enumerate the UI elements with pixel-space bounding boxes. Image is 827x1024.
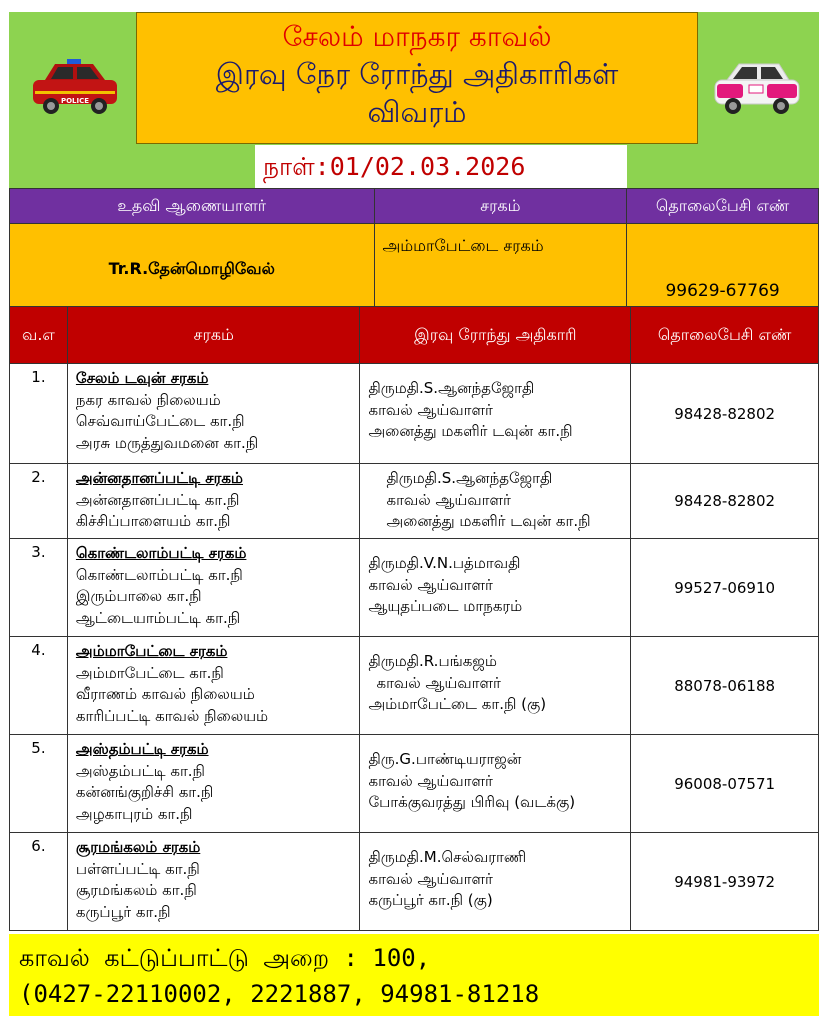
station: கிச்சிப்பாளையம் கா.நி	[75, 512, 231, 530]
row-officer	[360, 539, 631, 637]
row-zone	[67, 464, 360, 539]
col-officer: இரவு ரோந்து அதிகாரி	[360, 307, 631, 364]
station: அம்மாபேட்டை கா.நி	[75, 663, 224, 682]
zone-heading: கொண்டலாம்பட்டி சரகம்	[75, 544, 247, 562]
row-zone	[67, 637, 360, 735]
station: இரும்பாலை கா.நி	[75, 587, 202, 605]
officer-unit: கருப்பூர் கா.நி (கு)	[368, 891, 493, 909]
table-row	[10, 735, 819, 833]
station: செவ்வாய்பேட்டை கா.நி	[75, 412, 245, 430]
station: அழகாபுரம் கா.நி	[75, 804, 193, 823]
row-serial: 3.	[10, 539, 68, 637]
duty-col-phone: தொலைபேசி எண்	[627, 189, 819, 224]
zone-heading: சேலம் டவுன் சரகம்	[75, 369, 209, 387]
officer-name: திருமதி.S.ஆனந்தஜோதி	[386, 469, 553, 487]
officer-unit: அனைத்து மகளிர் டவுன் கா.நி	[368, 422, 573, 440]
table-row	[10, 464, 819, 539]
station: சூரமங்கலம் கா.நி	[75, 881, 197, 899]
row-officer	[360, 735, 631, 833]
duty-zone: அம்மாபேட்டை சரகம்	[374, 224, 627, 316]
row-officer	[360, 364, 631, 464]
row-phone: 88078-06188	[631, 637, 819, 735]
station: வீராணம் காவல் நிலையம்	[75, 685, 255, 703]
row-phone: 98428-82802	[631, 364, 819, 464]
title-box	[136, 12, 698, 144]
row-serial: 4.	[10, 637, 68, 735]
officer-rank: காவல் ஆய்வாளர்	[386, 490, 511, 509]
duty-phone: 99629-67769	[627, 224, 819, 316]
officer-rank: காவல் ஆய்வாளர்	[376, 673, 501, 692]
header-banner	[9, 12, 819, 188]
title-line-3: விவரம்	[367, 95, 467, 129]
table-row	[10, 833, 819, 931]
officer-name: திருமதி.M.செல்வராணி	[368, 848, 527, 866]
officer-unit: அனைத்து மகளிர் டவுன் கா.நி	[386, 512, 591, 530]
zone-heading: அம்மாபேட்டை சரகம்	[75, 642, 228, 660]
row-serial: 6.	[10, 833, 68, 931]
col-serial: வ.எ	[10, 307, 68, 364]
duty-col-officer: உதவி ஆணையாளர்	[10, 189, 375, 224]
control-room-line-2: (0427-22110002, 2221887, 94981-81218	[19, 980, 540, 1008]
table-row	[10, 364, 819, 464]
station: அன்னதானப்பட்டி கா.நி	[75, 490, 240, 509]
title-line-2: இரவு நேர ரோந்து அதிகாரிகள்	[215, 57, 619, 91]
station: நகர காவல் நிலையம்	[75, 390, 221, 409]
officer-unit: அம்மாபேட்டை கா.நி (கு)	[368, 695, 547, 713]
officer-rank: காவல் ஆய்வாளர்	[368, 869, 493, 888]
duty-officer-name: Tr.R.தேன்மொழிவேல்	[10, 224, 375, 316]
station: பள்ளப்பட்டி கா.நி	[75, 859, 200, 878]
officer-name: திருமதி.R.பங்கஜம்	[368, 652, 497, 670]
row-phone: 98428-82802	[631, 464, 819, 539]
officer-rank: காவல் ஆய்வாளர்	[368, 771, 493, 790]
title-line-1: சேலம் மாநகர காவல்	[282, 20, 552, 53]
zone-heading: சூரமங்கலம் சரகம்	[75, 838, 201, 856]
police-car-icon	[27, 56, 122, 118]
officer-rank: காவல் ஆய்வாளர்	[368, 400, 493, 419]
police-car-label: POLICE	[60, 97, 90, 105]
officer-unit: போக்குவரத்து பிரிவு (வடக்கு)	[368, 793, 576, 811]
station: அஸ்தம்பட்டி கா.நி	[75, 761, 205, 780]
row-officer	[360, 464, 631, 539]
officer-name: திரு.G.பாண்டியராஜன்	[368, 750, 522, 768]
col-zone: சரகம்	[67, 307, 360, 364]
col-phone: தொலைபேசி எண்	[631, 307, 819, 364]
station: கன்னங்குறிச்சி கா.நி	[75, 783, 214, 801]
officer-name: திருமதி.S.ஆனந்தஜோதி	[368, 379, 535, 397]
station: காரிப்பட்டி காவல் நிலையம்	[75, 706, 269, 725]
duty-col-zone: சரகம்	[374, 189, 627, 224]
date-label: நாள்:01/02.03.2026	[255, 145, 627, 188]
row-zone	[67, 735, 360, 833]
row-serial: 5.	[10, 735, 68, 833]
row-serial: 2.	[10, 464, 68, 539]
row-serial: 1.	[10, 364, 68, 464]
row-zone	[67, 539, 360, 637]
row-phone: 99527-06910	[631, 539, 819, 637]
control-room-line-1: காவல் கட்டுப்பாட்டு அறை : 100,	[19, 944, 431, 972]
table-header-row	[10, 307, 819, 364]
zone-heading: அஸ்தம்பட்டி சரகம்	[75, 740, 209, 758]
officer-rank: காவல் ஆய்வாளர்	[368, 575, 493, 594]
assistant-commissioner-block	[9, 188, 819, 316]
table-row	[10, 539, 819, 637]
officer-name: திருமதி.V.N.பத்மாவதி	[368, 554, 521, 572]
station: அரசு மருத்துவமனை கா.நி	[75, 433, 259, 452]
row-phone: 94981-93972	[631, 833, 819, 931]
station: ஆட்டையாம்பட்டி கா.நி	[75, 608, 241, 627]
officer-unit: ஆயுதப்படை மாநகரம்	[368, 597, 523, 615]
row-officer	[360, 637, 631, 735]
control-room-footer	[9, 934, 819, 1016]
table-row	[10, 637, 819, 735]
station: கருப்பூர் கா.நி	[75, 902, 171, 921]
row-zone	[67, 833, 360, 931]
pink-patrol-car-icon	[709, 56, 804, 118]
station: கொண்டலாம்பட்டி கா.நி	[75, 565, 243, 584]
row-officer	[360, 833, 631, 931]
zone-heading: அன்னதானப்பட்டி சரகம்	[75, 469, 243, 487]
row-zone	[67, 364, 360, 464]
patrol-officers-table	[9, 306, 819, 931]
row-phone: 96008-07571	[631, 735, 819, 833]
